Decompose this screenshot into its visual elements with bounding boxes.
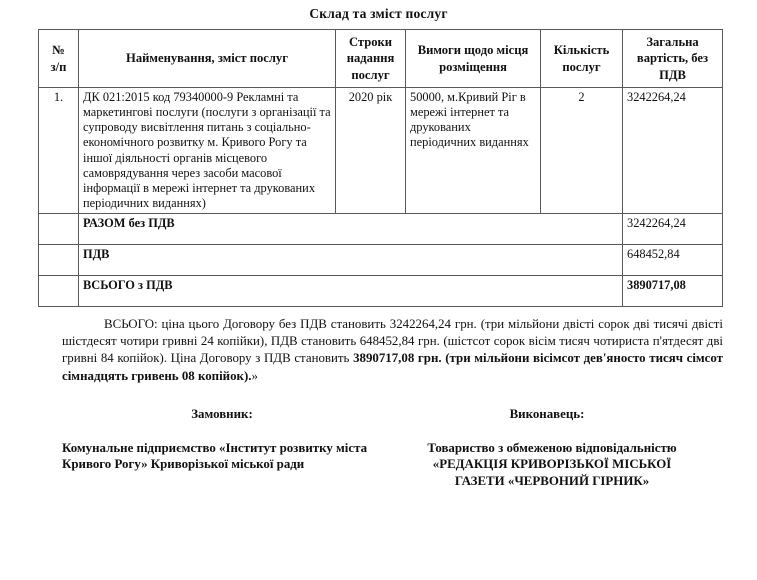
column-header-quantity: Кількість послуг — [541, 30, 623, 88]
summary-label-total: ВСЬОГО з ПДВ — [79, 276, 623, 307]
paragraph-text-tail: » — [251, 368, 258, 383]
summary-row-subtotal — [39, 214, 723, 245]
summary-value-total: 3890717,08 — [623, 276, 723, 307]
cell-total: 3242264,24 — [623, 88, 723, 214]
paragraph-text-bold: 3890717,08 грн. (три мільйони вісімсот дев'яносто тисяч сімсот сімнадцять гривень 08 копійок). — [62, 351, 724, 383]
contractor-name-line3: ГАЗЕТИ «ЧЕРВОНИЙ ГІРНИК» — [454, 474, 650, 489]
summary-row-vat — [39, 245, 723, 276]
table-header-row — [39, 30, 723, 88]
cell-row-number: 1. — [39, 88, 79, 214]
column-header-number-line1: № — [52, 43, 65, 58]
cell-quantity: 2 — [541, 88, 623, 214]
summary-value-subtotal: 3242264,24 — [623, 214, 723, 245]
cell-place: 50000, м.Кривий Ріг в мережі інтернет та друкованих періодичних виданнях — [406, 88, 541, 214]
customer-heading: Замовник: — [191, 406, 253, 421]
column-header-term: Строки надання послуг — [336, 30, 406, 88]
paragraph-text-regular: ВСЬОГО: ціна цього Договору без ПДВ становить 3242264,24 грн. (три мільйони двісті сорок дві тисячі двісті шістдесят чотири гривні 24 копійки), ПДВ становить 648452,84 грн. (шістсот сорок вісім тисяч чотириста п'ятдесят дві гривні 84 копійок). Ціна Договору з ПДВ становить — [62, 317, 723, 366]
contractor-name-line2: «РЕДАКЦІЯ КРИВОРІЗЬКОЇ МІСЬКОЇ — [432, 457, 672, 472]
page-title: Склад та зміст послуг — [309, 6, 448, 21]
column-header-name: Найменування, зміст послуг — [79, 30, 336, 88]
total-amount-paragraph — [62, 316, 723, 385]
summary-row-total — [39, 276, 723, 307]
summary-label-subtotal: РАЗОМ без ПДВ — [79, 214, 623, 245]
summary-value-vat: 648452,84 — [623, 245, 723, 276]
table-row — [39, 88, 723, 214]
contractor-heading: Виконавець: — [509, 406, 585, 421]
signature-bodies — [0, 440, 757, 490]
column-header-number — [39, 30, 79, 88]
summary-label-vat: ПДВ — [79, 245, 623, 276]
cell-term: 2020 рік — [336, 88, 406, 214]
column-header-total: Загальна вартість, без ПДВ — [623, 30, 723, 88]
customer-name: Комунальне підприємство «Інститут розвитку міста Кривого Рогу» Криворізької міської ради — [62, 440, 368, 472]
signature-headings — [0, 407, 757, 422]
services-table — [38, 29, 723, 307]
contractor-name-line1: Товариство з обмеженою відповідальністю — [427, 440, 677, 455]
contractor-name — [384, 440, 720, 490]
column-header-number-line2: з/п — [50, 59, 67, 74]
summary-empty-cell — [39, 276, 79, 307]
column-header-place: Вимоги щодо місця розміщення — [406, 30, 541, 88]
cell-service-description: ДК 021:2015 код 79340000-9 Рекламні та маркетингові послуги (послуги з організації та супроводу висвітлення питань з соціально-економічного розвитку м. Кривого Рогу та іншої діяльності органів місцевого самоврядування через засоби масової інформації в мережі інтернет та друкованих періодичних виданнях) — [79, 88, 336, 214]
summary-empty-cell — [39, 245, 79, 276]
summary-empty-cell — [39, 214, 79, 245]
